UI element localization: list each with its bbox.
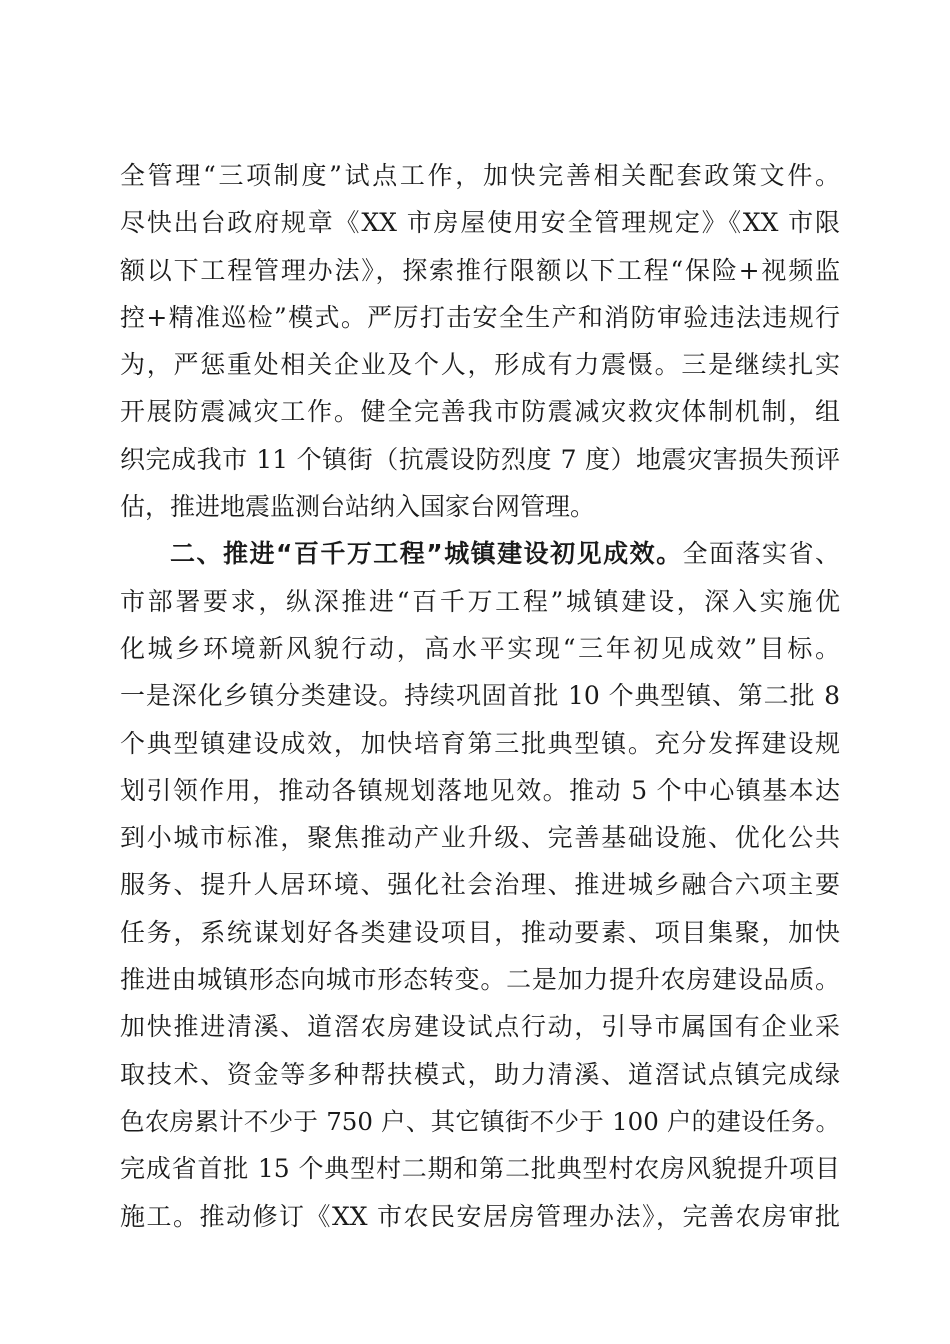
text-line: 完成省首批 15 个典型村二期和第二批典型村农房风貌提升项目 — [120, 1154, 840, 1184]
text-line: 划引领作用，推动各镇规划落地见效。推动 5 个中心镇基本达 — [120, 775, 840, 805]
text-line: 任务，系统谋划好各类建设项目，推动要素、项目集聚，加快 — [120, 917, 840, 947]
text-line: 为，严惩重处相关企业及个人，形成有力震慑。三是继续扎实 — [120, 350, 840, 380]
text-line: 开展防震减灾工作。健全完善我市防震减灾救灾体制机制，组 — [120, 397, 840, 427]
body-text — [120, 152, 840, 1240]
text-line: 推进由城镇形态向城市形态转变。二是加力提升农房建设品质。 — [120, 965, 840, 995]
section-heading: 二、推进“百千万工程”城镇建设初见成效。 — [170, 539, 683, 569]
paragraph-2 — [120, 530, 840, 1239]
text-line: 色农房累计不少于 750 户、其它镇街不少于 100 户的建设任务。 — [120, 1106, 840, 1136]
text-line: 服务、提升人居环境、强化社会治理、推进城乡融合六项主要 — [120, 870, 840, 900]
text-line: 施工。推动修订《XX 市农民安居房管理办法》，完善农房审批 — [120, 1201, 840, 1231]
text-line: 化城乡环境新风貌行动，高水平实现“三年初见成效”目标。 — [120, 633, 840, 663]
text-line: 额以下工程管理办法》，探索推行限额以下工程“保险+视频监 — [120, 255, 840, 285]
text-line: 取技术、资金等多种帮扶模式，助力清溪、道滘试点镇完成绿 — [120, 1059, 840, 1089]
text-line: 个典型镇建设成效，加快培育第三批典型镇。充分发挥建设规 — [120, 728, 840, 758]
paragraph-2-first-line — [120, 530, 840, 577]
text-span: 全面落实省、 — [682, 539, 840, 569]
text-line: 加快推进清溪、道滘农房建设试点行动，引导市属国有企业采 — [120, 1012, 840, 1042]
text-line: 一是深化乡镇分类建设。持续巩固首批 10 个典型镇、第二批 8 — [120, 681, 840, 711]
text-line: 织完成我市 11 个镇街（抗震设防烈度 7 度）地震灾害损失预评 — [120, 444, 840, 474]
text-line: 控+精准巡检”模式。严厉打击安全生产和消防审验违法违规行 — [120, 302, 840, 332]
text-line: 到小城市标准，聚焦推动产业升级、完善基础设施、优化公共 — [120, 823, 840, 853]
text-line: 估，推进地震监测台站纳入国家台网管理。 — [120, 492, 596, 522]
text-line: 市部署要求，纵深推进“百千万工程”城镇建设，深入实施优 — [120, 586, 840, 616]
text-line: 尽快出台政府规章《XX 市房屋使用安全管理规定》《XX 市限 — [120, 208, 840, 238]
paragraph-1 — [120, 152, 840, 530]
text-line: 全管理“三项制度”试点工作，加快完善相关配套政策文件。 — [120, 161, 840, 190]
